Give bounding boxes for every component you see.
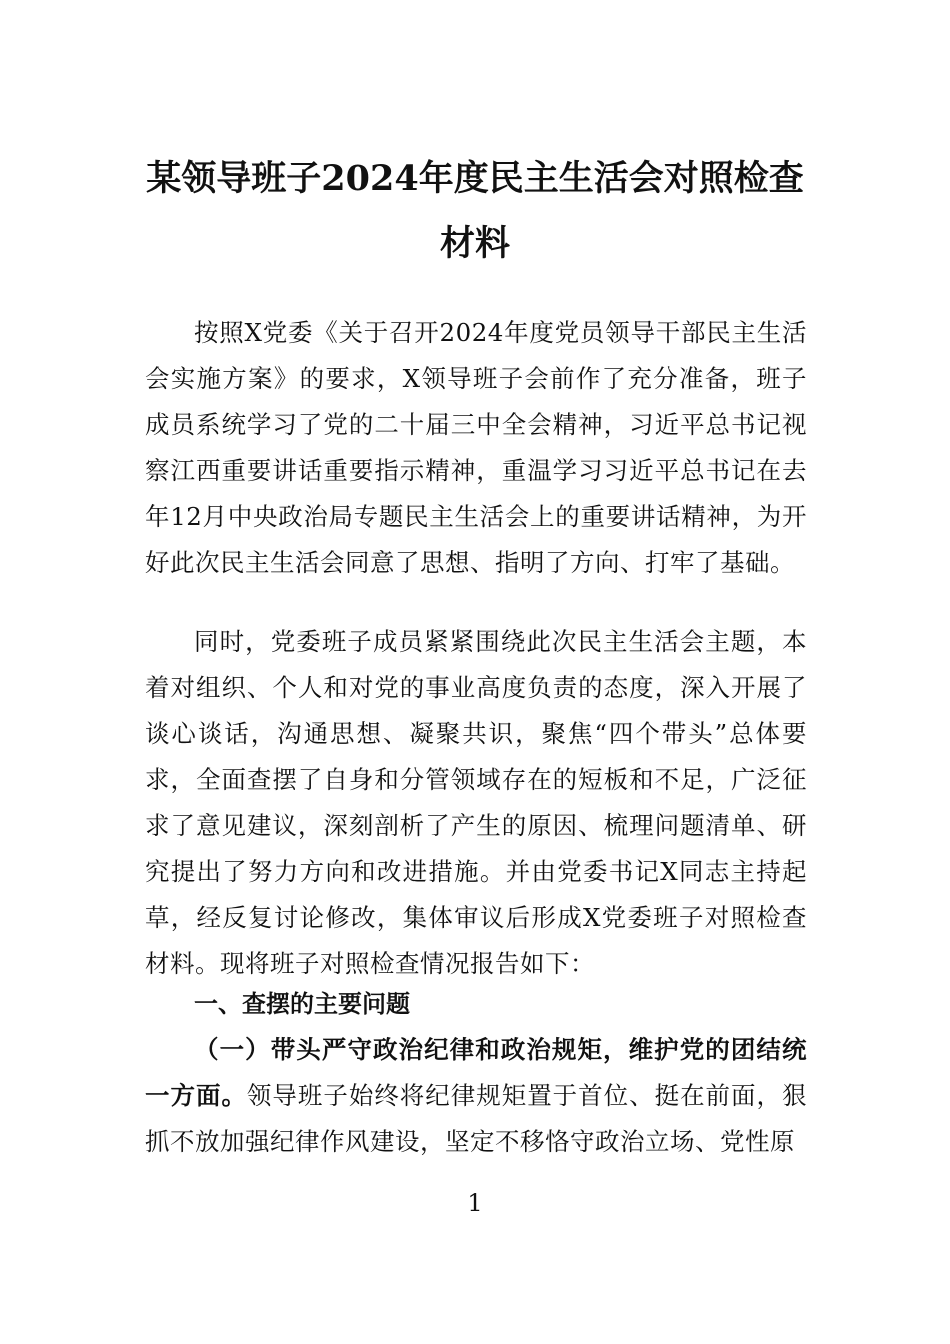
paragraph-preparation: 同时，党委班子成员紧紧围绕此次民主生活会主题，本着对组织、个人和对党的事业高度负责的态度，深入开展了谈心谈话，沟通思想、凝聚共识，聚焦“四个带头”总体要求，全面查摆了自身和分管领域存在的短板和不足，广泛征求了意见建议，深刻剖析了产生的原因、梳理问题清单、研究提出了努力方向和改进措施。并由党委书记X同志主持起草，经反复讨论修改，集体审议后形成X党委班子对照检查材料。现将班子对照检查情况报告如下： [145, 627, 807, 978]
paragraph-intro: 按照X党委《关于召开2024年度党员领导干部民主生活会实施方案》的要求，X领导班子会前作了充分准备，班子成员系统学习了党的二十届三中全会精神，习近平总书记视察江西重要讲话重要指示精神，重温学习习近平总书记在去年12月中央政治局专题民主生活会上的重要讲话精神，为开好此次民主生活会同意了思想、指明了方向、打牢了基础。 [145, 318, 807, 577]
section-heading: 一、查摆的主要问题 [194, 990, 410, 1018]
subsection-text: 领导班子始终将纪律规矩置于首位、挺在前面，狠抓不放加强纪律作风建设，坚定不移恪守政治立场、党性原 [145, 1081, 807, 1156]
document-title-line-1: 某领导班子2024年度民主生活会对照检查 [146, 158, 804, 199]
subsection-lead: （一）带头严守政治纪律和政治规矩，维护党的团结统一方面。 [145, 1035, 807, 1110]
document-title-line-2: 材料 [439, 223, 510, 264]
subsection-paragraph [145, 1027, 807, 1165]
page-number: 1 [467, 1189, 483, 1217]
